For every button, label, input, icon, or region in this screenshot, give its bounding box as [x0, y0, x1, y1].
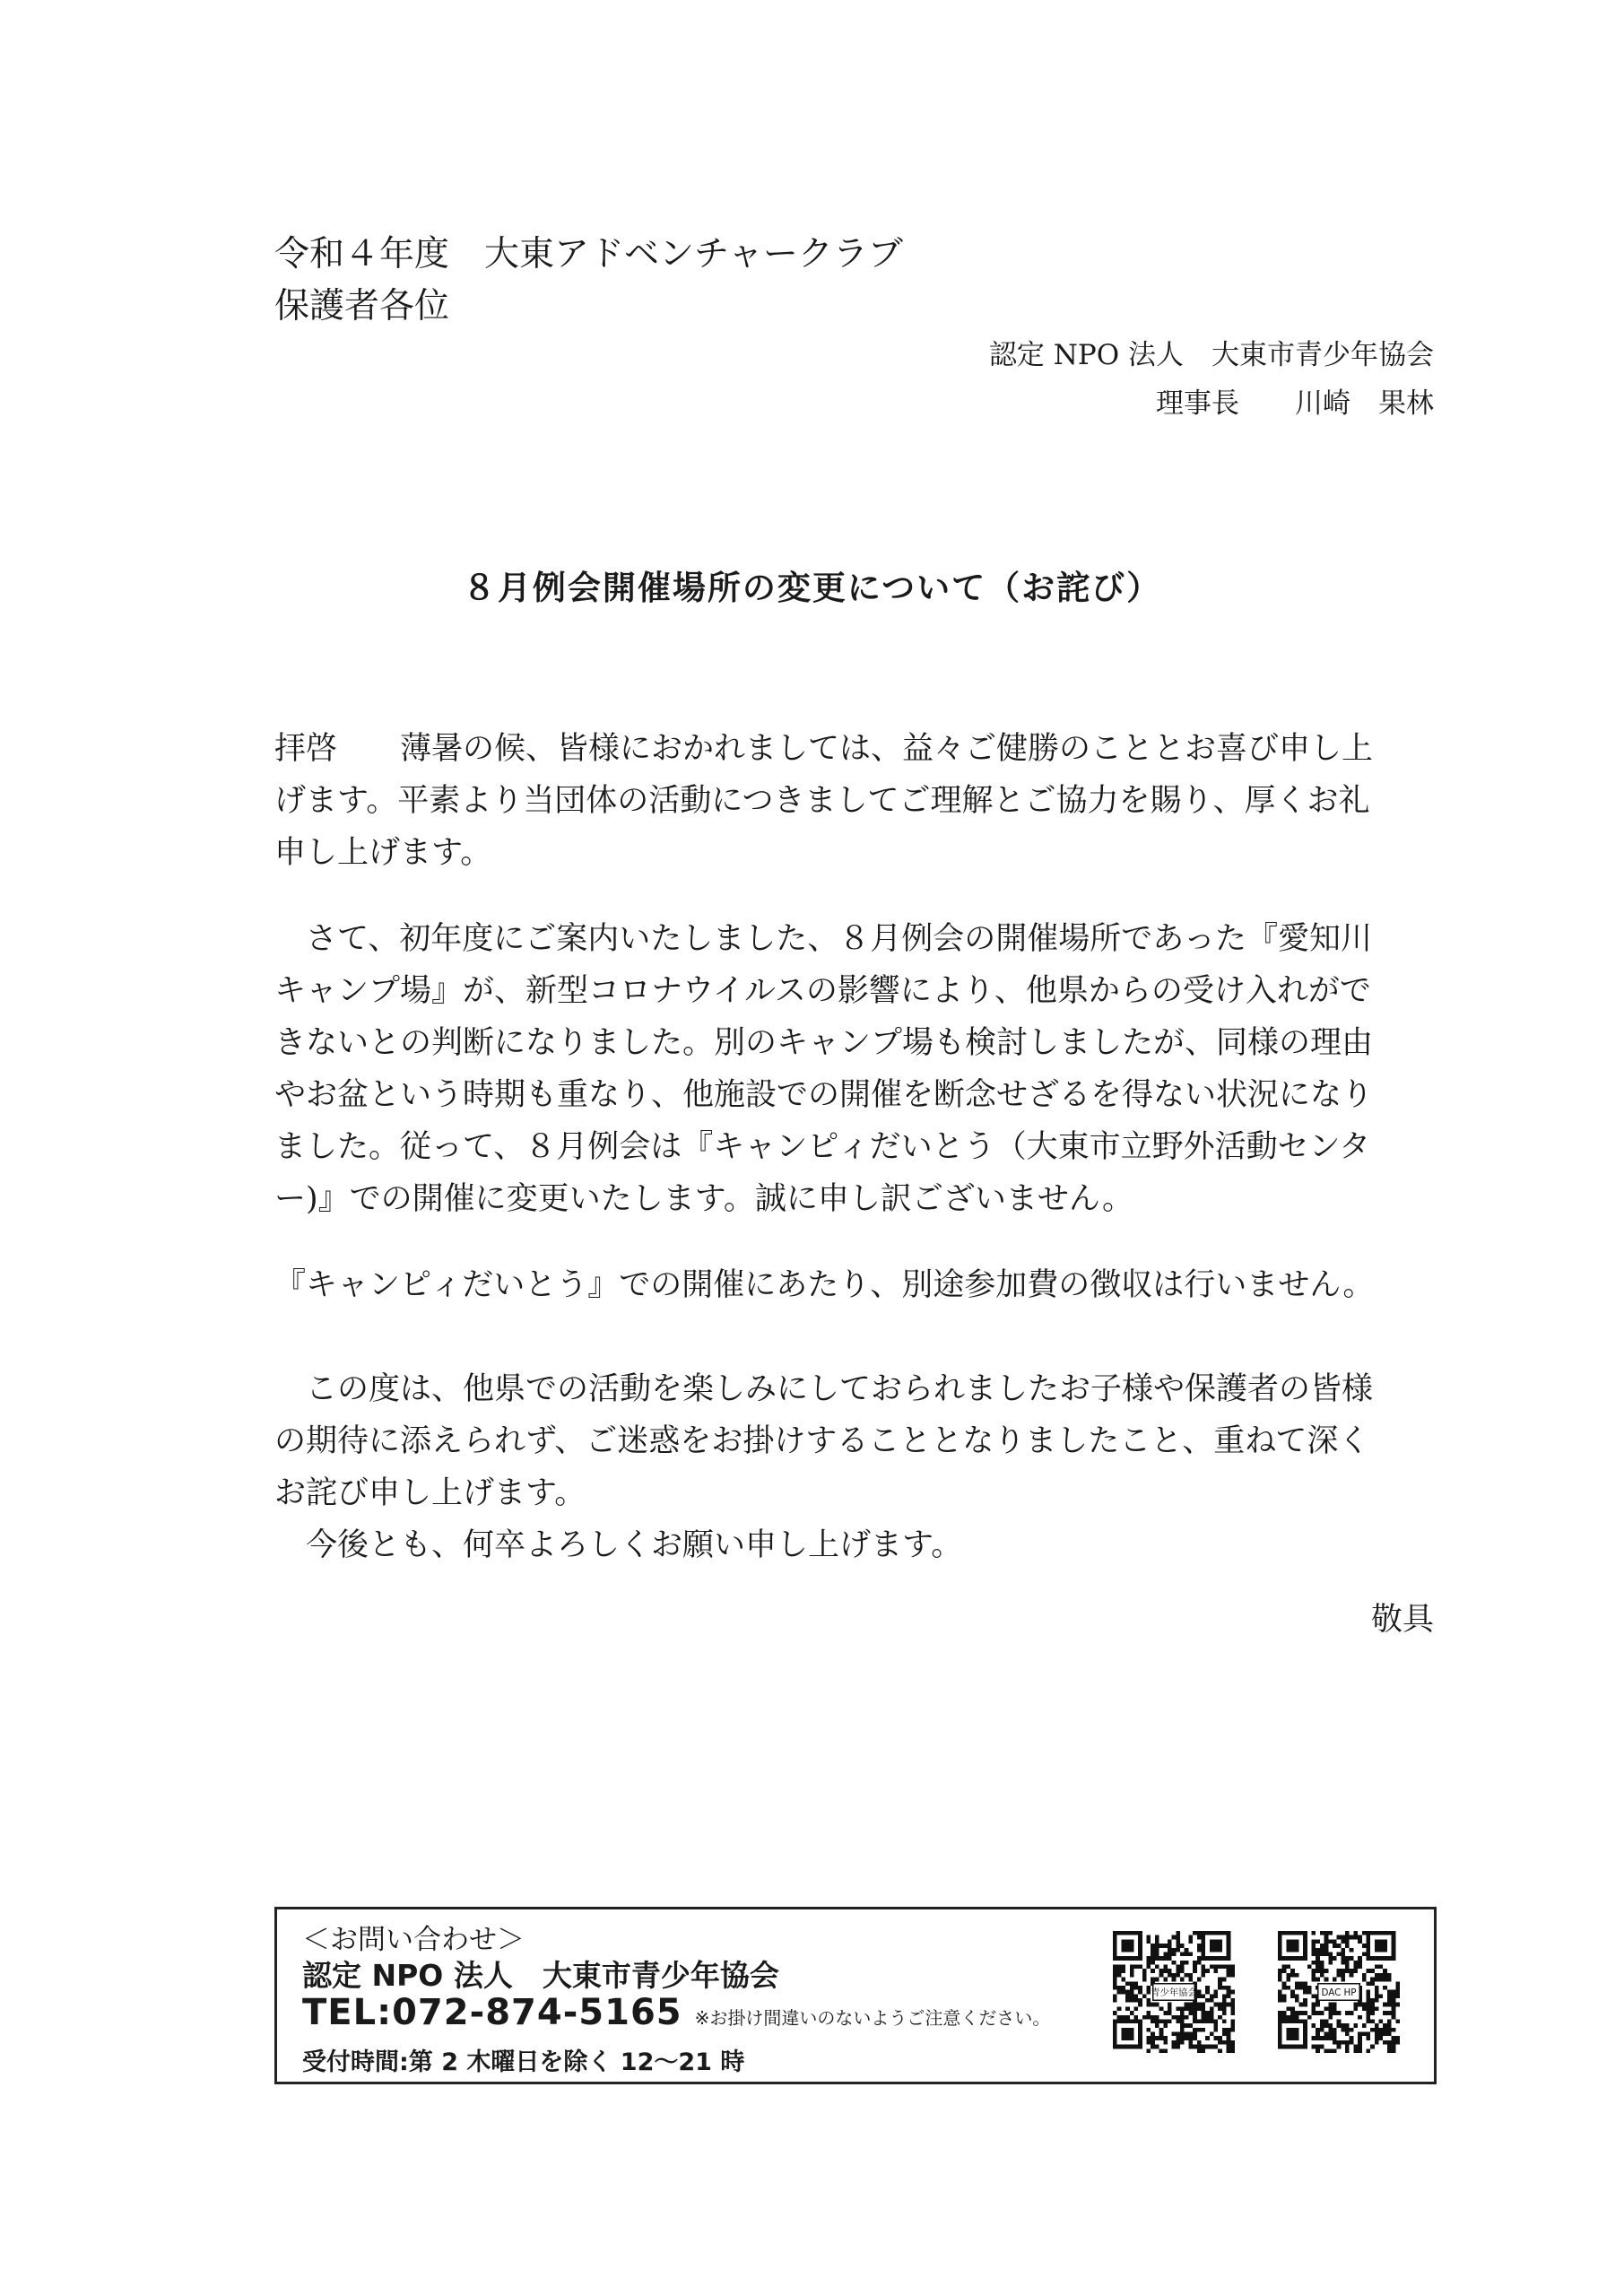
contact-phone: [302, 1992, 1050, 2033]
text-line: 拝啓 薄暑の候、皆様におかれましては、益々ご健勝のこととお喜び申し上: [274, 731, 1374, 767]
recipient-line-1: 令和４年度 大東アドベンチャークラブ: [274, 234, 903, 274]
recipient-line-2: 保護者各位: [274, 286, 450, 326]
qr-code-dac-hp[interactable]: [1278, 1931, 1400, 2053]
contact-organization: 認定 NPO 法人 大東市青少年協会: [302, 1958, 779, 1993]
text-line: さて、初年度にご案内いたしました、８月例会の開催場所であった『愛知川: [274, 921, 1372, 957]
qr-code-icon: [1113, 1931, 1235, 2053]
closing-keigu: 敬具: [1370, 1602, 1434, 1638]
text-line: げます。平素より当団体の活動につきましてご理解とご協力を賜り、厚くお礼: [274, 783, 1370, 819]
contact-box: [274, 1907, 1437, 2084]
text-line: キャンプ場』が、新型コロナウイルスの影響により、他県からの受け入れがで: [274, 973, 1371, 1009]
text-line: 『キャンピィだいとう』での開催にあたり、別途参加費の徴収は行いません。: [274, 1267, 1375, 1303]
qr-code-icon: [1278, 1931, 1400, 2053]
phone-number: TEL:072-874-5165: [302, 1992, 682, 2033]
paragraph-fee-notice: [274, 1259, 1431, 1311]
qr-code-association[interactable]: [1113, 1931, 1235, 2053]
text-line: ー)』での開催に変更いたします。誠に申し訳ございません。: [274, 1181, 1133, 1217]
sender-organization: 認定 NPO 法人 大東市青少年協会: [988, 339, 1434, 371]
sender-chairperson: 理事長 川崎 果林: [1156, 387, 1434, 420]
text-line: やお盆という時期も重なり、他施設での開催を断念せざるを得ない状況になり: [274, 1077, 1374, 1113]
paragraph-apology: [274, 1363, 1431, 1571]
text-line: 申し上げます。: [274, 835, 492, 871]
qr-center-label: 青少年協会: [1151, 1987, 1197, 1999]
text-line: きないとの判断になりました。別のキャンプ場も検討しましたが、同様の理由: [274, 1025, 1374, 1061]
paragraph-greeting: [274, 723, 1431, 879]
text-line: この度は、他県での活動を楽しみにしておられましたお子様や保護者の皆様: [274, 1371, 1374, 1407]
qr-center-label: DAC HP: [1321, 1987, 1357, 1999]
contact-heading: ＜お問い合わせ＞: [302, 1924, 525, 1956]
phone-note: ※お掛け間違いのないようご注意ください。: [694, 2007, 1051, 2029]
text-line: 今後とも、何卒よろしくお願い申し上げます。: [274, 1527, 963, 1563]
paragraph-venue-change: [274, 913, 1431, 1225]
text-line: お詫び申し上げます。: [274, 1475, 586, 1511]
document-title: ８月例会開催場所の変更について（お詫び）: [462, 568, 1162, 607]
contact-hours: 受付時間:第 2 木曜日を除く 12～21 時: [302, 2048, 745, 2076]
text-line: ました。従って、８月例会は『キャンピィだいとう（大東市立野外活動センタ: [274, 1129, 1371, 1165]
text-line: の期待に添えられず、ご迷惑をお掛けすることとなりましたこと、重ねて深く: [274, 1423, 1370, 1459]
